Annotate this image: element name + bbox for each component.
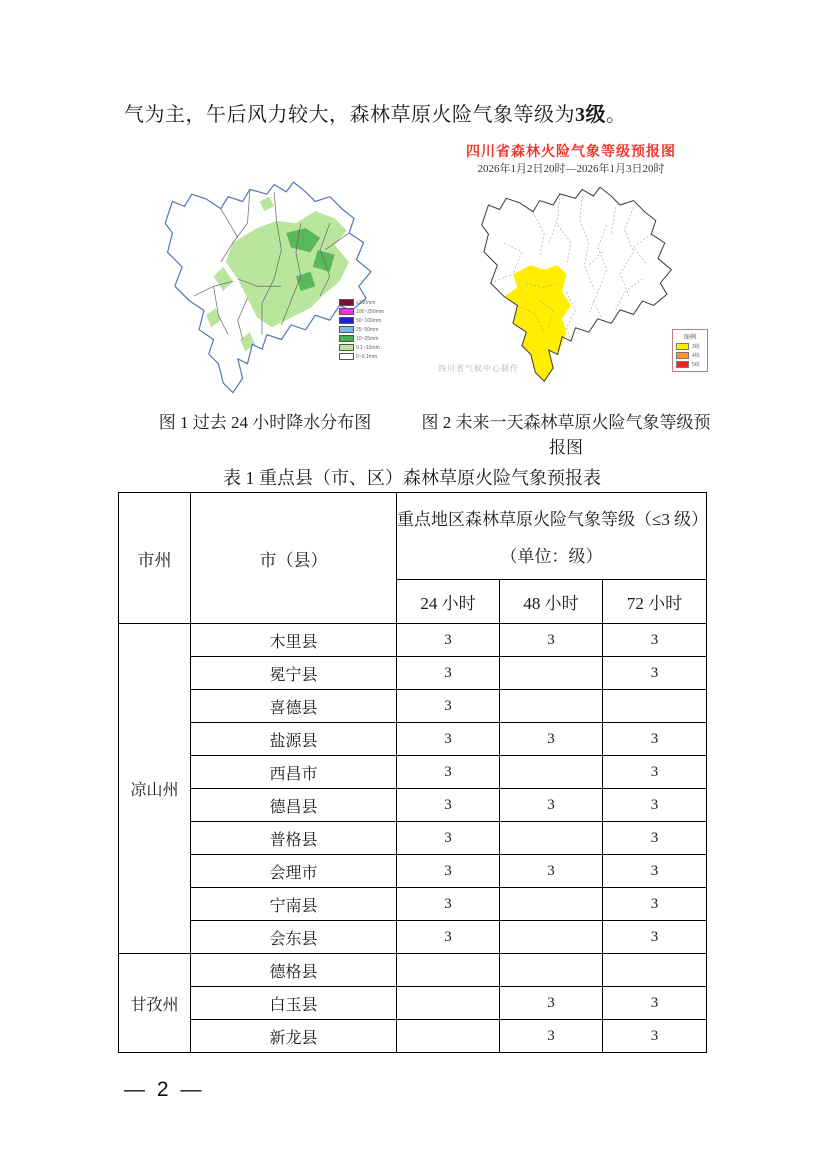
figure2-subtitle: 2026年1月2日20时—2026年1月3日20时 xyxy=(477,163,665,175)
legend-entry xyxy=(676,342,704,351)
county-cell: 普格县 xyxy=(191,822,397,855)
header-group-line2: （单位：级） xyxy=(500,547,603,566)
legend-label: 5级 xyxy=(692,362,700,368)
risk-level-cell: 3 xyxy=(500,987,603,1020)
risk-level-cell: 3 xyxy=(500,789,603,822)
legend-color-swatch xyxy=(676,343,689,350)
legend-entry xyxy=(339,352,397,361)
county-cell: 宁南县 xyxy=(191,888,397,921)
legend-color-swatch xyxy=(339,344,354,351)
page-number: — 2 — xyxy=(124,1078,205,1101)
fire-risk-table-head xyxy=(119,493,707,624)
legend-color-swatch xyxy=(339,353,354,360)
risk-level-cell: 3 xyxy=(500,723,603,756)
figure1-caption: 图 1 过去 24 小时降水分布图 xyxy=(158,413,372,432)
risk-level-cell: 3 xyxy=(603,888,707,921)
legend-label: 4级 xyxy=(692,353,700,359)
legend-entry xyxy=(339,316,397,325)
legend-color-swatch xyxy=(339,317,354,324)
risk-level-cell xyxy=(500,657,603,690)
legend-label: 0~0.1mm xyxy=(356,353,377,360)
figure2-legend xyxy=(672,329,708,372)
county-cell: 喜德县 xyxy=(191,690,397,723)
header-group-line1: 重点地区森林草原火险气象等级（≤3 级） xyxy=(397,510,709,529)
risk-level-cell: 3 xyxy=(397,657,500,690)
risk-level-cell: 3 xyxy=(603,789,707,822)
county-cell: 西昌市 xyxy=(191,756,397,789)
intro-paragraph xyxy=(124,101,704,129)
legend-entry xyxy=(339,325,397,334)
risk-level-cell: 3 xyxy=(397,822,500,855)
risk-level-cell: 3 xyxy=(397,756,500,789)
legend-label: ≥250mm xyxy=(356,299,376,306)
table-row xyxy=(119,822,707,855)
header-county: 市（县） xyxy=(191,493,397,624)
risk-level-cell: 3 xyxy=(603,723,707,756)
risk-level-cell xyxy=(500,888,603,921)
risk-level-cell xyxy=(500,822,603,855)
figure2-credit: 四川省气候中心制作 xyxy=(438,364,519,373)
legend-color-swatch xyxy=(339,308,354,315)
table-row xyxy=(119,789,707,822)
risk-level-cell: 3 xyxy=(603,624,707,657)
fire-risk-table xyxy=(118,492,707,1053)
risk-level-cell: 3 xyxy=(397,723,500,756)
county-cell: 会东县 xyxy=(191,921,397,954)
county-cell: 新龙县 xyxy=(191,1020,397,1053)
risk-level-cell: 3 xyxy=(397,690,500,723)
county-cell: 盐源县 xyxy=(191,723,397,756)
risk-level-cell: 3 xyxy=(397,624,500,657)
table-row xyxy=(119,657,707,690)
header-24h: 24 小时 xyxy=(397,580,500,624)
table-row xyxy=(119,1020,707,1053)
legend-label: 25~50mm xyxy=(356,326,379,333)
legend-label: 3级 xyxy=(692,344,700,350)
legend-entry xyxy=(339,298,397,307)
figure2-caption: 图 2 未来一天森林草原火险气象等级预报图 xyxy=(421,413,711,457)
region-cell: 凉山州 xyxy=(119,624,191,954)
risk-level-cell: 3 xyxy=(397,789,500,822)
figure2-title: 四川省森林火险气象等级预报图 xyxy=(466,145,676,160)
risk-level-cell: 3 xyxy=(500,624,603,657)
county-cell: 德昌县 xyxy=(191,789,397,822)
legend-entry xyxy=(339,334,397,343)
figure2-legend-rows xyxy=(676,342,704,369)
county-cell: 冕宁县 xyxy=(191,657,397,690)
table-title: 表 1 重点县（市、区）森林草原火险气象预报表 xyxy=(223,468,601,488)
table-row xyxy=(119,888,707,921)
legend-color-swatch xyxy=(676,361,689,368)
risk-level-cell: 3 xyxy=(500,855,603,888)
risk-level-cell: 3 xyxy=(603,855,707,888)
intro-text: 气为主，午后风力较大，森林草原火险气象等级为 xyxy=(124,104,575,126)
risk-level-cell: 3 xyxy=(397,921,500,954)
figure2-fire-risk-map xyxy=(428,141,714,383)
legend-color-swatch xyxy=(339,299,354,306)
table-row xyxy=(119,690,707,723)
figure1-precip-map xyxy=(125,170,399,400)
table-row xyxy=(119,624,707,657)
figure2-map-area xyxy=(428,176,714,388)
risk-level-cell: 3 xyxy=(603,921,707,954)
risk-level-cell xyxy=(500,690,603,723)
risk-level-cell: 3 xyxy=(603,756,707,789)
legend-label: 0.1~10mm xyxy=(356,344,380,351)
risk-level-cell: 3 xyxy=(397,855,500,888)
header-48h: 48 小时 xyxy=(500,580,603,624)
region-cell: 甘孜州 xyxy=(119,954,191,1053)
sichuan-precipitation-map-graphic xyxy=(125,170,399,400)
legend-label: 10~25mm xyxy=(356,335,379,342)
risk-level-cell: 3 xyxy=(603,657,707,690)
risk-level-cell: 3 xyxy=(603,987,707,1020)
risk-level-cell xyxy=(603,690,707,723)
county-cell: 白玉县 xyxy=(191,987,397,1020)
table-row xyxy=(119,954,707,987)
legend-color-swatch xyxy=(339,335,354,342)
risk-level-cell xyxy=(603,954,707,987)
legend-entry xyxy=(339,343,397,352)
risk-level-cell xyxy=(397,1020,500,1053)
legend-color-swatch xyxy=(676,352,689,359)
header-group xyxy=(397,493,707,580)
table-row xyxy=(119,855,707,888)
risk-level-cell xyxy=(500,954,603,987)
legend-color-swatch xyxy=(339,326,354,333)
risk-level-cell: 3 xyxy=(603,1020,707,1053)
table-row xyxy=(119,987,707,1020)
table-row xyxy=(119,921,707,954)
county-cell: 会理市 xyxy=(191,855,397,888)
risk-level-cell: 3 xyxy=(397,888,500,921)
intro-highlight-level: 3级 xyxy=(575,104,606,126)
risk-level-cell: 3 xyxy=(500,1020,603,1053)
legend-entry xyxy=(339,307,397,316)
figure2-legend-title: 图例 xyxy=(683,335,696,341)
intro-period: 。 xyxy=(606,104,627,126)
table-row xyxy=(119,756,707,789)
risk-level-cell xyxy=(500,921,603,954)
risk-level-cell xyxy=(500,756,603,789)
risk-level-cell xyxy=(397,954,500,987)
county-cell: 德格县 xyxy=(191,954,397,987)
header-72h: 72 小时 xyxy=(603,580,707,624)
legend-entry xyxy=(676,351,704,360)
legend-label: 50~100mm xyxy=(356,317,382,324)
header-region: 市州 xyxy=(119,493,191,624)
legend-label: 100~250mm xyxy=(356,308,384,315)
figure1-legend xyxy=(339,298,397,361)
risk-level-cell: 3 xyxy=(603,822,707,855)
fire-risk-table-body xyxy=(119,624,707,1053)
county-cell: 木里县 xyxy=(191,624,397,657)
risk-level-cell xyxy=(397,987,500,1020)
table-row xyxy=(119,723,707,756)
legend-entry xyxy=(676,360,704,369)
